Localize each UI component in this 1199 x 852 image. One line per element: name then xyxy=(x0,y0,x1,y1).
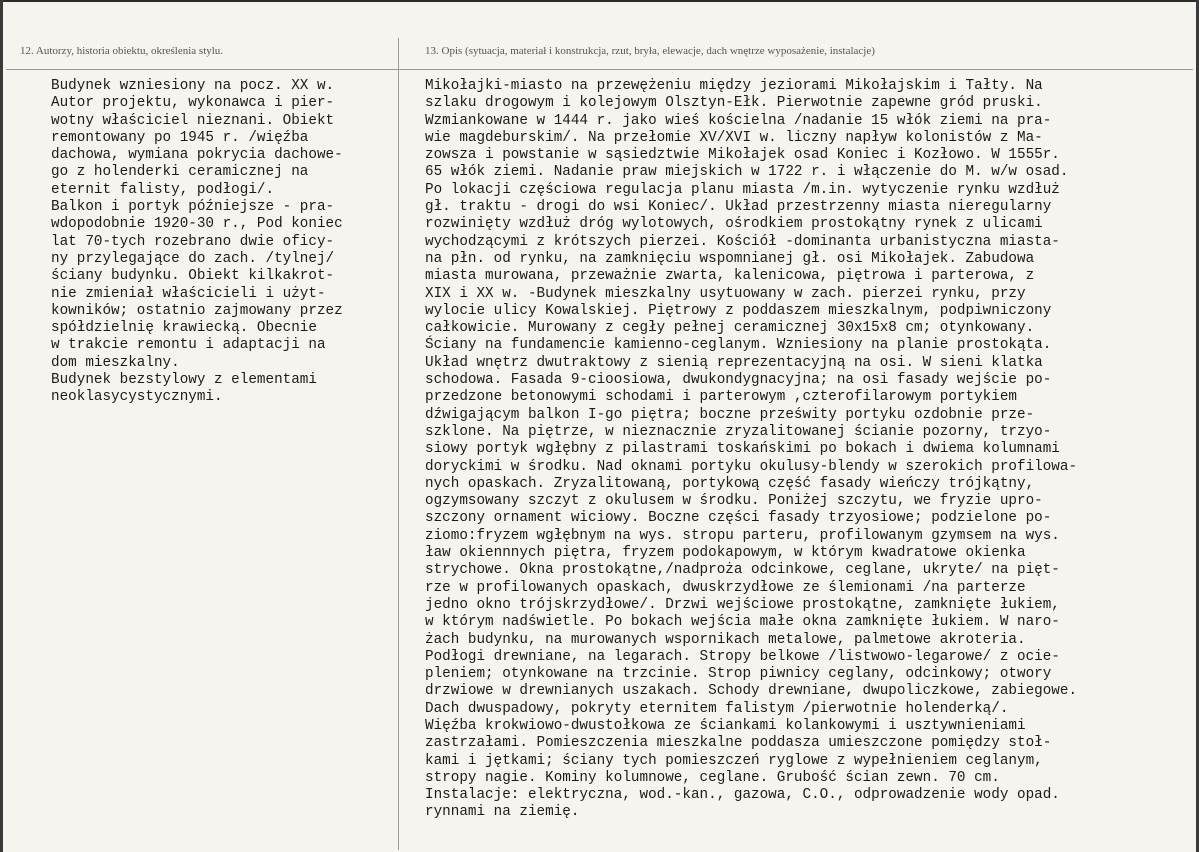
section-12-heading: 12. Autorzy, historia obiektu, określenia stylu. xyxy=(20,45,224,57)
text-line: kami i jętkami; ściany tych pomieszczeń ryglowe z wypełnieniem ceglanym, xyxy=(425,752,1043,769)
text-line: rozwinięty wzdłuż dróg wylotowych, ośrodkiem prostokątny rynek z ulicami xyxy=(425,216,1043,233)
text-line: Instalacje: elektryczna, wod.-kan., gazowa, C.O., odprowadzenie wody opad. xyxy=(425,787,1060,804)
column-divider xyxy=(398,38,399,850)
text-line: drzwiowe w drewnianych uszakach. Schody drewniane, dwupoliczkowe, zabiegowe. xyxy=(425,683,1078,700)
text-line: wychodzącymi z krótszych pierzei. Kościół -dominanta urbanistyczna miasta- xyxy=(425,233,1060,250)
text-line: szlaku drogowym i kolejowym Olsztyn-Ełk. Pierwotnie zapewne gród pruski. xyxy=(425,95,1043,112)
text-line: Układ wnętrz dwutraktowy z sienią reprezentacyjną na osi. W sieni klatka xyxy=(425,354,1043,371)
top-border xyxy=(0,0,1199,2)
text-line: ziomo:fryzem wgłębnym na wys. stropu parteru, profilowanym gzymsem na wys. xyxy=(425,527,1060,544)
text-line: go z holenderki ceramicznej na xyxy=(51,164,309,181)
text-line: spółdzielnię krawiecką. Obecnie xyxy=(51,320,317,337)
text-line: kowników; ostatnio zajmowany przez xyxy=(51,302,343,319)
text-line: schodowa. Fasada 9-cioosiowa, dwukondygnacyjna; na osi fasady wejście po- xyxy=(425,372,1052,389)
text-line: wdopodobnie 1920-30 r., Pod koniec xyxy=(51,216,343,233)
text-line: Budynek wzniesiony na pocz. XX w. xyxy=(51,78,335,94)
text-line: eternit falisty, podłogi/. xyxy=(51,181,275,198)
text-line: Dach dwuspadowy, pokryty eternitem falistym /pierwotnie holenderką/. xyxy=(425,700,1009,717)
header-rule xyxy=(6,69,1193,70)
text-line: remontowany po 1945 r. /więźba xyxy=(51,129,309,146)
text-line: zowsza i powstanie w sąsiedztwie Mikołajek osad Koniec i Kozłowo. W 1555r. xyxy=(425,147,1060,164)
text-line: wotny właściciel nieznani. Obiekt xyxy=(51,112,335,129)
text-line: ściany budynku. Obiekt kilkakrot- xyxy=(51,268,335,285)
text-line: ogzymsowany szczyt z okulusem w środku. Poniżej szczytu, we fryzie upro- xyxy=(425,493,1043,510)
text-line: w którym nadświetle. Po bokach wejścia małe okna zamknięte łukiem. W naro- xyxy=(425,614,1060,631)
text-line: żach budynku, na murowanych wspornikach metalowe, palmetowe akroteria. xyxy=(425,631,1026,648)
text-line: Wzmiankowane w 1444 r. jako wieś kościelna /nadanie 15 włók ziemi na pra- xyxy=(425,112,1052,129)
text-line: Mikołajki-miasto na przewężeniu między jeziorami Mikołajskim i Tałty. Na xyxy=(425,78,1043,94)
text-line: miasta murowana, przeważnie zwarta, kalenicowa, piętrowa i parterowa, z xyxy=(425,268,1035,285)
text-line: pleniem; otynkowane na trzcinie. Strop piwnicy ceglany, odcinkowy; otwory xyxy=(425,666,1052,683)
text-line: lat 70-tych rozebrano dwie oficy- xyxy=(51,233,335,250)
section-13-heading: 13. Opis (sytuacja, materiał i konstrukcja, rzut, bryła, elewacje, dach wnętrze wyposażenie, instalacje) xyxy=(425,45,875,57)
text-line: szczony ornament wiciowy. Boczne części fasady trzyosiowe; podzielone po- xyxy=(425,510,1052,527)
text-line: zastrzałami. Pomieszczenia mieszkalne poddasza umieszczone pomiędzy stoł- xyxy=(425,735,1052,752)
text-line: siowy portyk wgłębny z pilastrami toskańskimi po bokach i dwiema kolumnami xyxy=(425,441,1060,458)
text-line: Podłogi drewniane, na legarach. Stropy belkowe /listwowo-legarowe/ z ocie- xyxy=(425,648,1060,665)
text-line: ław okiennnych piętra, fryzem podokapowym, w którym kwadratowe okienka xyxy=(425,545,1026,562)
text-line: dachowa, wymiana pokrycia dachowe- xyxy=(51,147,343,164)
section-12-text xyxy=(51,78,343,407)
text-line: całkowicie. Murowany z cegły pełnej ceramicznej 30x15x8 cm; otynkowany. xyxy=(425,320,1035,337)
text-line: Autor projektu, wykonawca i pier- xyxy=(51,95,335,112)
text-line: neoklasycystycznymi. xyxy=(51,389,223,406)
text-line: strychowe. Okna prostokątne,/nadproża odcinkowe, ceglane, ukryte/ na pięt- xyxy=(425,562,1060,579)
text-line: nych opaskach. Zryzalitowaną, portykową część fasady wieńczy trójkątny, xyxy=(425,475,1035,492)
text-line: ny przylegające do zach. /tylnej/ xyxy=(51,250,335,267)
text-line: wylocie ulicy Kowalskiej. Piętrowy z poddaszem mieszkalnym, podpiwniczony xyxy=(425,302,1052,319)
left-border xyxy=(0,0,3,852)
text-line: Ściany na fundamencie kamienno-ceglanym. Wzniesiony na planie prostokąta. xyxy=(425,337,1052,354)
text-line: XIX i XX w. -Budynek mieszkalny usytuowany w zach. pierzei rynku, przy xyxy=(425,285,1026,302)
text-line: w trakcie remontu i adaptacji na xyxy=(51,337,326,354)
text-line: wie magdeburskim/. Na przełomie XV/XVI w. liczny napływ kolonistów z Ma- xyxy=(425,129,1043,146)
text-line: doryckimi w środku. Nad oknami portyku okulusy-blendy w szerokich profilowa- xyxy=(425,458,1078,475)
text-line: rze w profilowanych opaskach, dwuskrzydłowe ze ślemionami /na parterze xyxy=(425,579,1026,596)
text-line: szklone. Na piętrze, w nieznacznie zryzalitowanej ścianie pozorny, trzyo- xyxy=(425,423,1052,440)
text-line: stropy nagie. Kominy kolumnowe, ceglane. Grubość ścian zewn. 70 cm. xyxy=(425,769,1000,786)
text-line: dźwigającym balkon I-go piętra; boczne prześwity portyku ozdobnie prze- xyxy=(425,406,1035,423)
text-line: rynnami na ziemię. xyxy=(425,804,580,821)
section-13-text xyxy=(425,78,1077,822)
text-line: Więźba krokwiowo-dwustołkowa ze ściankami kolankowymi i usztywnieniami xyxy=(425,717,1026,734)
text-line: 65 włók ziemi. Nadanie praw miejskich w 1722 r. i włączenie do M. w/w osad. xyxy=(425,164,1069,181)
text-line: przedzone betonowymi schodami i parterowym ,czterofilarowym portykiem xyxy=(425,389,1017,406)
text-line: Balkon i portyk późniejsze - pra- xyxy=(51,199,335,216)
text-line: Po lokacji częściowa regulacja planu miasta /m.in. wytyczenie rynku wzdłuż xyxy=(425,181,1060,198)
text-line: jedno okno trójskrzydłowe/. Drzwi wejściowe prostokątne, zamknięte łukiem, xyxy=(425,596,1060,613)
text-line: dom mieszkalny. xyxy=(51,354,180,371)
text-line: Budynek bezstylowy z elementami xyxy=(51,372,317,389)
text-line: gł. traktu - drogi do wsi Koniec/. Układ przestrzenny miasta nieregularny xyxy=(425,199,1052,216)
text-line: nie zmieniał właścicieli i użyt- xyxy=(51,285,326,302)
text-line: na płn. od rynku, na zamknięciu wspomnianej gł. osi Mikołajek. Zabudowa xyxy=(425,250,1035,267)
